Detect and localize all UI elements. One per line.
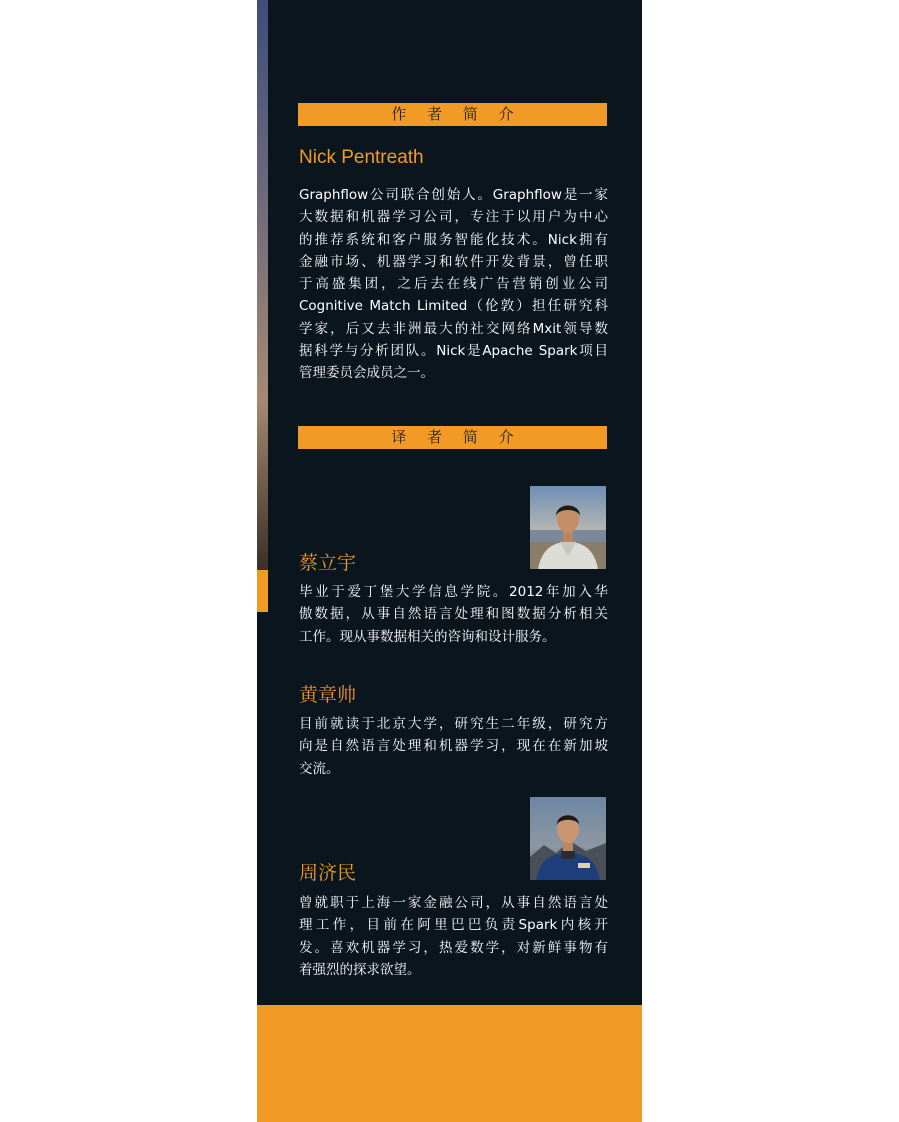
- bio-line: Cognitive Match Limited（伦敦）担任研究科: [299, 298, 608, 315]
- bio-line: 金融市场、机器学习和软件开发背景，曾任职: [299, 253, 608, 270]
- bio-line: 交流。: [299, 760, 340, 777]
- translator-name: 黄章帅: [299, 684, 357, 706]
- author-section-heading: 作 者 简 介: [298, 103, 607, 126]
- bottom-accent-band: [257, 1005, 642, 1122]
- bio-line: 傲数据，从事自然语言处理和图数据分析相关: [299, 606, 608, 623]
- bio-line: 理工作，目前在阿里巴巴负责Spark内核开: [299, 917, 608, 934]
- bio-line: 的推荐系统和客户服务智能化技术。Nick拥有: [299, 231, 608, 248]
- translator-name: 蔡立宇: [299, 552, 357, 574]
- bio-line: 曾就职于上海一家金融公司，从事自然语言处: [299, 895, 608, 911]
- bio-line: 工作。现从事数据相关的咨询和设计服务。: [299, 628, 556, 645]
- bio-line: 着强烈的探求欲望。: [299, 961, 421, 978]
- bio-line: 目前就读于北京大学，研究生二年级，研究方: [299, 716, 608, 732]
- translator-photo-cai-liyu: [530, 486, 606, 569]
- translator-bio: [299, 581, 608, 648]
- spine-edge-strip: [257, 0, 268, 570]
- translator-bio: [299, 713, 608, 780]
- bio-line: 向是自然语言处理和机器学习，现在在新加坡: [299, 738, 608, 755]
- translator-section-heading: 译 者 简 介: [298, 426, 607, 449]
- bio-line: Graphflow公司联合创始人。Graphflow是一家: [299, 187, 608, 203]
- bio-line: 据科学与分析团队。Nick是Apache Spark项目: [299, 343, 608, 360]
- bio-line: 学家，后又去非洲最大的社交网络Mxit领导数: [299, 320, 608, 337]
- bio-line: 大数据和机器学习公司，专注于以用户为中心: [299, 209, 608, 226]
- bio-line: 管理委员会成员之一。: [299, 365, 434, 382]
- bio-line: 发。喜欢机器学习，热爱数学，对新鲜事物有: [299, 939, 608, 956]
- spine-accent-mark: [257, 570, 268, 612]
- translator-name: 周济民: [299, 862, 357, 884]
- translator-photo-zhou-jimin: [530, 797, 606, 880]
- translator-bio: [299, 892, 608, 981]
- bio-line: 于高盛集团，之后去在线广告营销创业公司: [299, 276, 608, 293]
- author-name: Nick Pentreath: [299, 147, 424, 168]
- bio-line: 毕业于爱丁堡大学信息学院。2012年加入华: [299, 584, 608, 600]
- book-flap-panel: [257, 0, 642, 1122]
- author-bio: [299, 184, 608, 385]
